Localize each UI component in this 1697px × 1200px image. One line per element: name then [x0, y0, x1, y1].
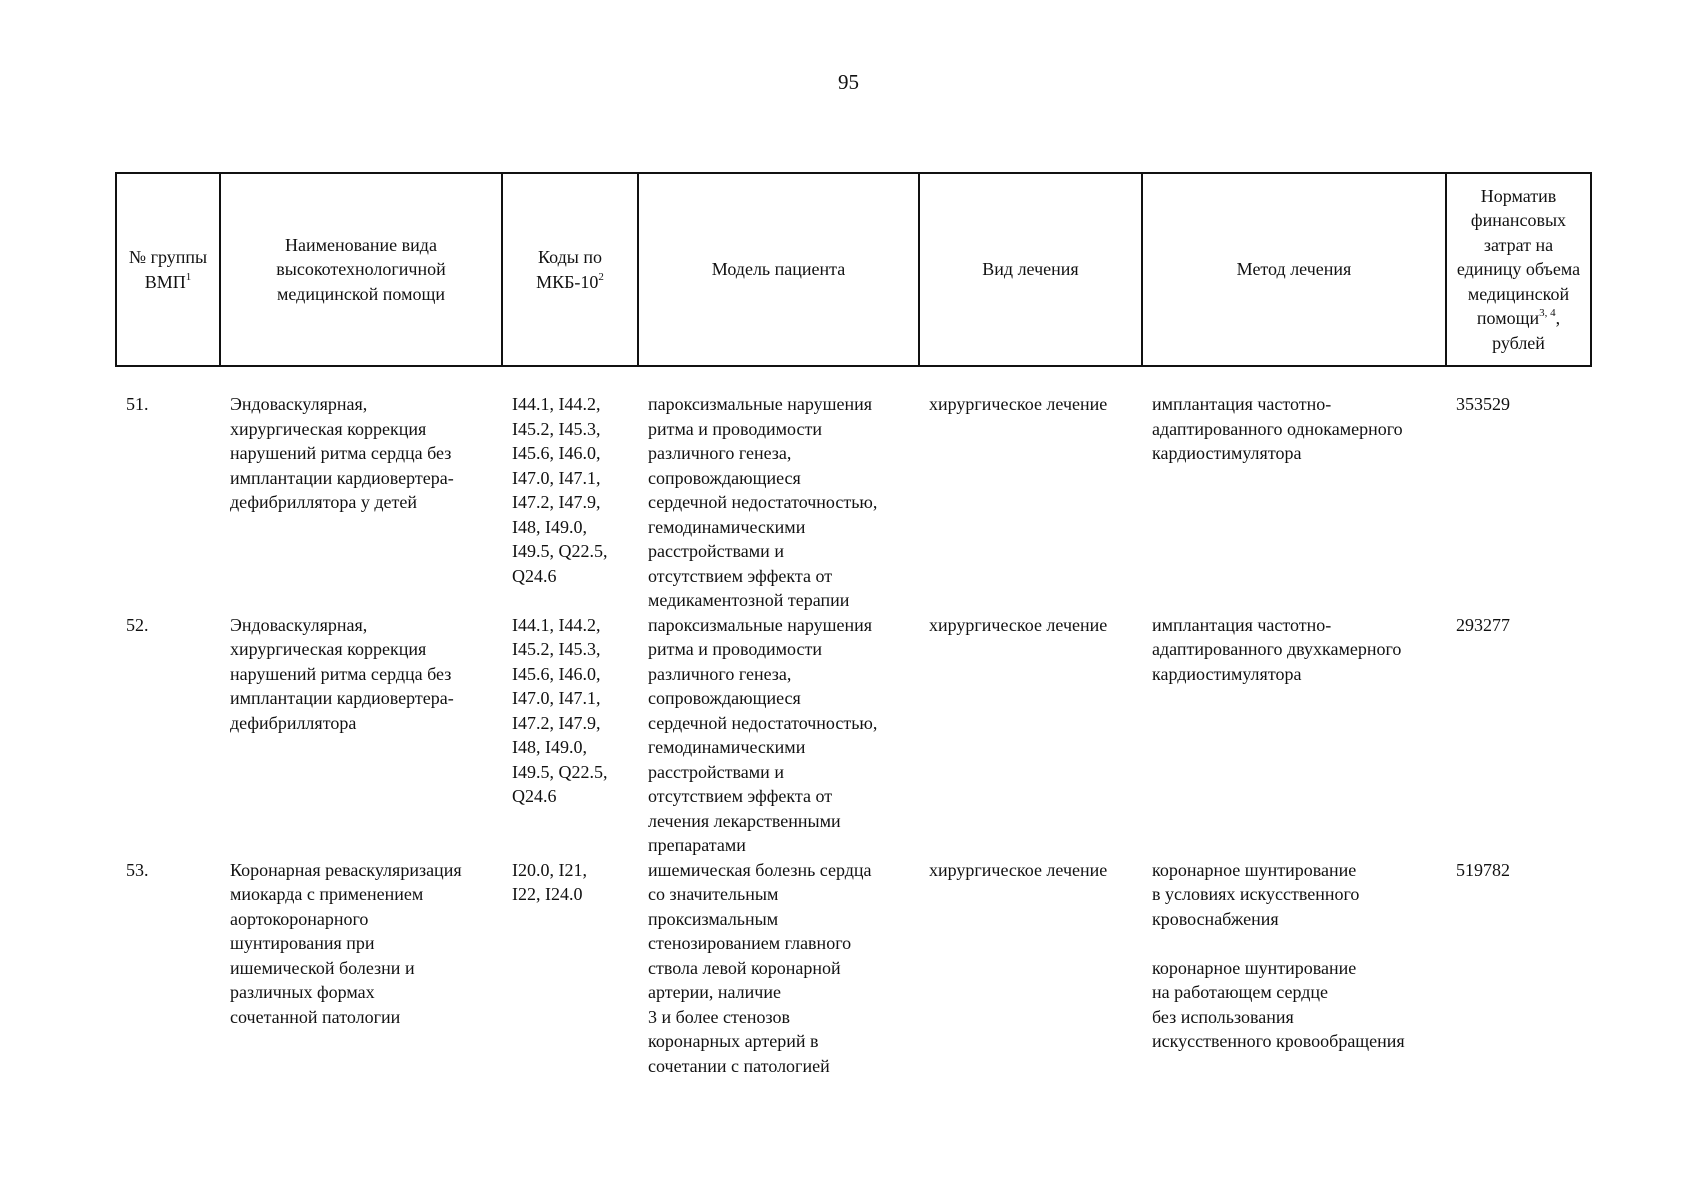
cost-cell: 293277	[1456, 614, 1510, 635]
patient-model-cell: пароксизмальные нарушения ритма и проводимости различного генеза, сопровождающиеся сердечной недостаточностью, гемодинамическими расстройствами и отсутствием эффекта от медикаментозной терапии	[648, 394, 878, 610]
header-treatment-type: Вид лечения	[919, 173, 1142, 366]
treatment-type-cell: хирургическое лечение	[929, 614, 1108, 635]
icd-codes-cell: I20.0, I21, I22, I24.0	[512, 859, 587, 904]
patient-model-cell: ишемическая болезнь сердца со значительным проксизмальным стенозированием главного ствола левой коронарной артерии, наличие 3 и более стенозов коронарных артерий в сочетании с патологией	[648, 859, 872, 1076]
treatment-method-cell: имплантация частотно- адаптированного двухкамерного кардиостимулятора	[1152, 614, 1402, 684]
treatment-type-cell: хирургическое лечение	[929, 394, 1108, 414]
vmp-table	[115, 172, 1592, 1078]
table-row	[116, 858, 1591, 1079]
icd-codes-cell: I44.1, I44.2, I45.2, I45.3, I45.6, I46.0, I47.0, I47.1, I47.2, I47.9, I48, I49.0, I49.5, Q22.5, Q24.6	[512, 394, 608, 586]
treatment-method-cell: имплантация частотно- адаптированного однокамерного кардиостимулятора	[1152, 394, 1403, 463]
cost-cell: 353529	[1456, 394, 1510, 414]
header-row	[116, 173, 1591, 366]
page-number: 95	[838, 70, 859, 94]
cost-cell: 519782	[1456, 859, 1510, 880]
treatment-method-cell: коронарное шунтирование в условиях искусственного кровоснабжения коронарное шунтирование на работающем сердце без использования искусственного кровообращения	[1152, 859, 1405, 1051]
table-row	[116, 613, 1591, 858]
header-cost: Норматив финансовых затрат на единицу объема медицинской помощи$^{3, 4}$, рублей	[1446, 173, 1591, 366]
table-row	[116, 392, 1591, 613]
header-icd-codes: Коды по МКБ-$10^2$	[502, 173, 638, 366]
spacer-row	[116, 366, 1591, 392]
care-name-cell: Эндоваскулярная, хирургическая коррекция нарушений ритма сердца без имплантации кардиовертера- дефибриллятора	[230, 614, 454, 733]
icd-codes-cell: I44.1, I44.2, I45.2, I45.3, I45.6, I46.0, I47.0, I47.1, I47.2, I47.9, I48, I49.0, I49.5, Q22.5, Q24.6	[512, 614, 608, 806]
care-name-cell: Коронарная реваскуляризация миокарда с применением аортокоронарного шунтирования при ишемической болезни и различных формах сочетанной патологии	[230, 859, 462, 1027]
row-number: 51.	[126, 394, 149, 414]
header-care-name: Наименование вида высокотехнологичной медицинской помощи	[220, 173, 502, 366]
row-number: 53.	[126, 859, 149, 880]
patient-model-cell: пароксизмальные нарушения ритма и проводимости различного генеза, сопровождающиеся сердечной недостаточностью, гемодинамическими расстройствами и отсутствием эффекта от лечения лекарственными препаратами	[648, 614, 878, 855]
header-treatment-method: Метод лечения	[1142, 173, 1446, 366]
header-group-no: № группы ВМП$^1$	[116, 173, 220, 366]
care-name-cell: Эндоваскулярная, хирургическая коррекция нарушений ритма сердца без имплантации кардиовертера- дефибриллятора у детей	[230, 394, 454, 512]
row-number: 52.	[126, 614, 149, 635]
treatment-type-cell: хирургическое лечение	[929, 859, 1108, 880]
header-patient-model: Модель пациента	[638, 173, 919, 366]
